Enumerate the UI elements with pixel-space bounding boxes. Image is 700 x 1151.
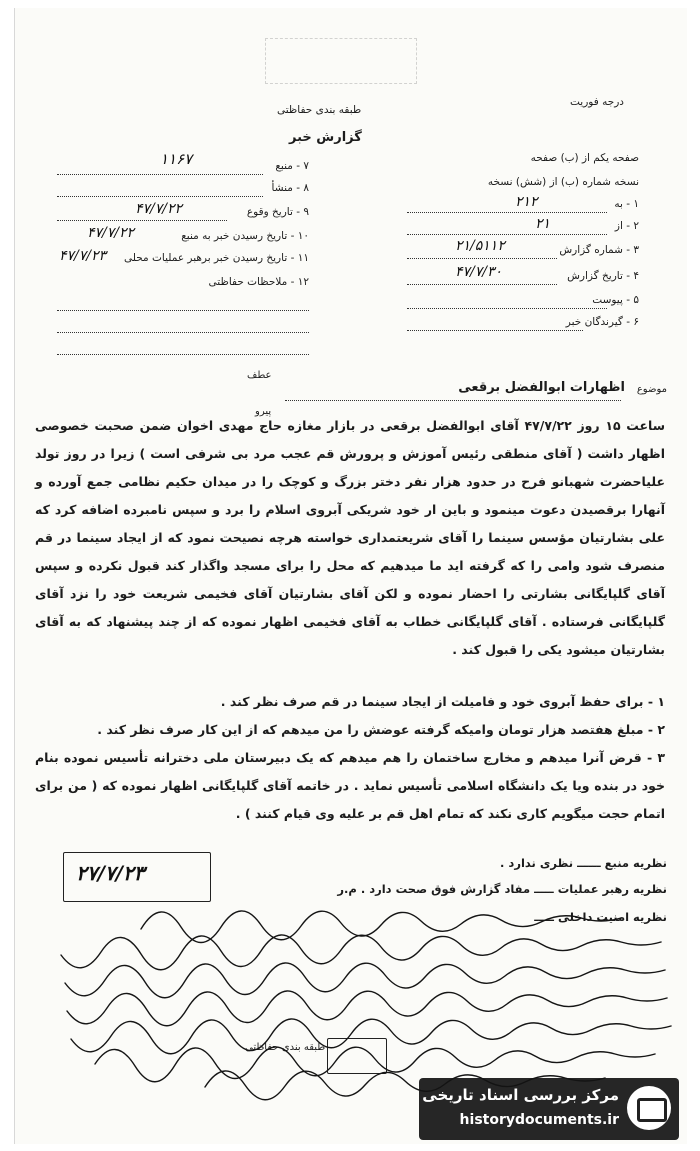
from-label: ۲ - از <box>614 220 639 232</box>
body-item-3: ۳ - قرض آنرا میدهم و مخارج ساختمان را هم میدهم که یک دبیرستان ملی دخترانه تأسیس نموده بنام خود در بنده ویا یک دانشگاه اسلامی تأسیس نماید . در خاتمه آقای گلپایگانی اظهار نموده که ( من برای اتمام حجت میگویم کاری نکند که تمام اهل قم بر علیه وی قیام کنند ) . <box>35 750 665 821</box>
bottom-classification: طبقه بندی حفاظتی <box>245 1042 326 1053</box>
report-number-label: ۳ - شماره گزارش <box>559 244 639 256</box>
handwritten-annotation <box>15 8 687 1144</box>
recipients-label: ۶ - گیرندگان خبر <box>565 316 639 328</box>
ops-view: نظریه رهبر عملیات ـــــ مفاد گزارش فوق صحت دارد . م.ر <box>337 882 667 896</box>
source-label: ۷ - منبع <box>275 160 309 172</box>
source-value: ۱۱۶۷ <box>160 150 193 168</box>
to-label: ۱ - به <box>614 198 639 210</box>
origin-label: ۸ - منشأ <box>271 182 309 194</box>
report-date-label: ۴ - تاریخ گزارش <box>567 270 639 282</box>
page-count: صفحه یکم از (ب) صفحه <box>530 152 639 164</box>
body-paragraph: ساعت ۱۵ روز ۴۷/۷/۲۲ آقای ابوالفضل برقعی در بازار مغازه حاج مهدی اخوان ضمن صحبت خصوصی اظهار داشت ( آقای منطقی رئیس آموزش و پرورش قم عجب مرد بی شرفی است ) زیرا در روز تولد علیاحضرت شهبانو فرح در حدود هزار نفر دختر بزرگ و کوچک را در میدان حکیم نظامی جمع آورده و آنهارا برقصیدن دعوت مینمود و باین ار خود شریکی آبروی اسلام را برد و سپس نامبرده اضافه کرد که علی بشارتیان مؤسس سینما را آقای شریعتمداری خواسته هرچه نصیحت نمود که از ایجاد سینما در قم منصرف شود وامی را که گرفته اید ما میدهیم که محل را برای مسجد واگذار کند قبول نکرده و سپس آقای گلپایگانی بشارتی را احضار نموده و لکن آقای بشارتیان آقای فخیمی شریعت خود را نزد آقای گلپایگانی فرستاده . آقای گلپایگانی خطاب به آقای فخیمی اظهار نموده که از چند پیشنهاد که به آقای بشارتیان میشود یکی را قبول کند . <box>35 418 666 657</box>
receipt-ops-value: ۴۷/۷/۲۳ <box>59 248 107 264</box>
source-view: نظریه منبع ــــــ نظری ندارد . <box>500 856 667 870</box>
body-item-2: ۲ - مبلغ هفتصد هزار تومان وامیکه گرفته عوضش را من میدهم که از این کار صرف نظر کند . <box>97 722 665 737</box>
watermark-url: historydocuments.ir <box>459 1112 619 1128</box>
body-item-1: ۱ - برای حفظ آبروی خود و فامیلت از ایجاد سینما در قم صرف نظر کند . <box>220 694 665 709</box>
follow-label: پیرو <box>255 406 272 417</box>
classification-label: طبقه بندی حفاظتی <box>277 104 362 116</box>
from-value: ۲۱ <box>535 216 551 232</box>
subject-value: اظهارات ابوالفضل برقعی <box>458 380 625 395</box>
ref-label: عطف <box>247 370 272 381</box>
stamp-date: ۲۷/۷/۲۳ <box>76 861 145 885</box>
report-date-value: ۴۷/۷/۳۰ <box>455 264 503 280</box>
form-title: گزارش خبر <box>289 130 362 145</box>
event-date-value: ۴۷/۷/۲۲ <box>135 201 183 217</box>
archive-emblem-icon <box>627 1086 671 1130</box>
attachment-label: ۵ - پیوست <box>592 294 639 306</box>
urgency-label: درجه فوریت <box>570 96 624 108</box>
receipt-source-value: ۴۷/۷/۲۲ <box>87 225 135 241</box>
receipt-ops-label: ۱۱ - تاریخ رسیدن خبر برهبر عملیات محلی <box>124 252 309 264</box>
subject-label: موضوع <box>636 384 667 395</box>
watermark-logo <box>419 1078 679 1140</box>
report-number-value: ۲۱/۵۱۱۲ <box>455 238 505 254</box>
notes-label: ۱۲ - ملاحظات حفاظتی <box>208 276 309 288</box>
to-value: ۲۱۲ <box>515 194 538 210</box>
watermark-name: مرکز بررسی اسناد تاریخی <box>422 1086 619 1104</box>
receipt-source-label: ۱۰ - تاریخ رسیدن خبر به منبع <box>181 230 309 242</box>
event-date-label: ۹ - تاریخ وقوع <box>246 206 309 218</box>
internal-view: نظریه امنیت داخلی ـــــ <box>534 910 667 924</box>
document-page <box>14 8 687 1144</box>
copy-number: نسخه شماره (ب) از (شش) نسخه <box>487 176 639 188</box>
